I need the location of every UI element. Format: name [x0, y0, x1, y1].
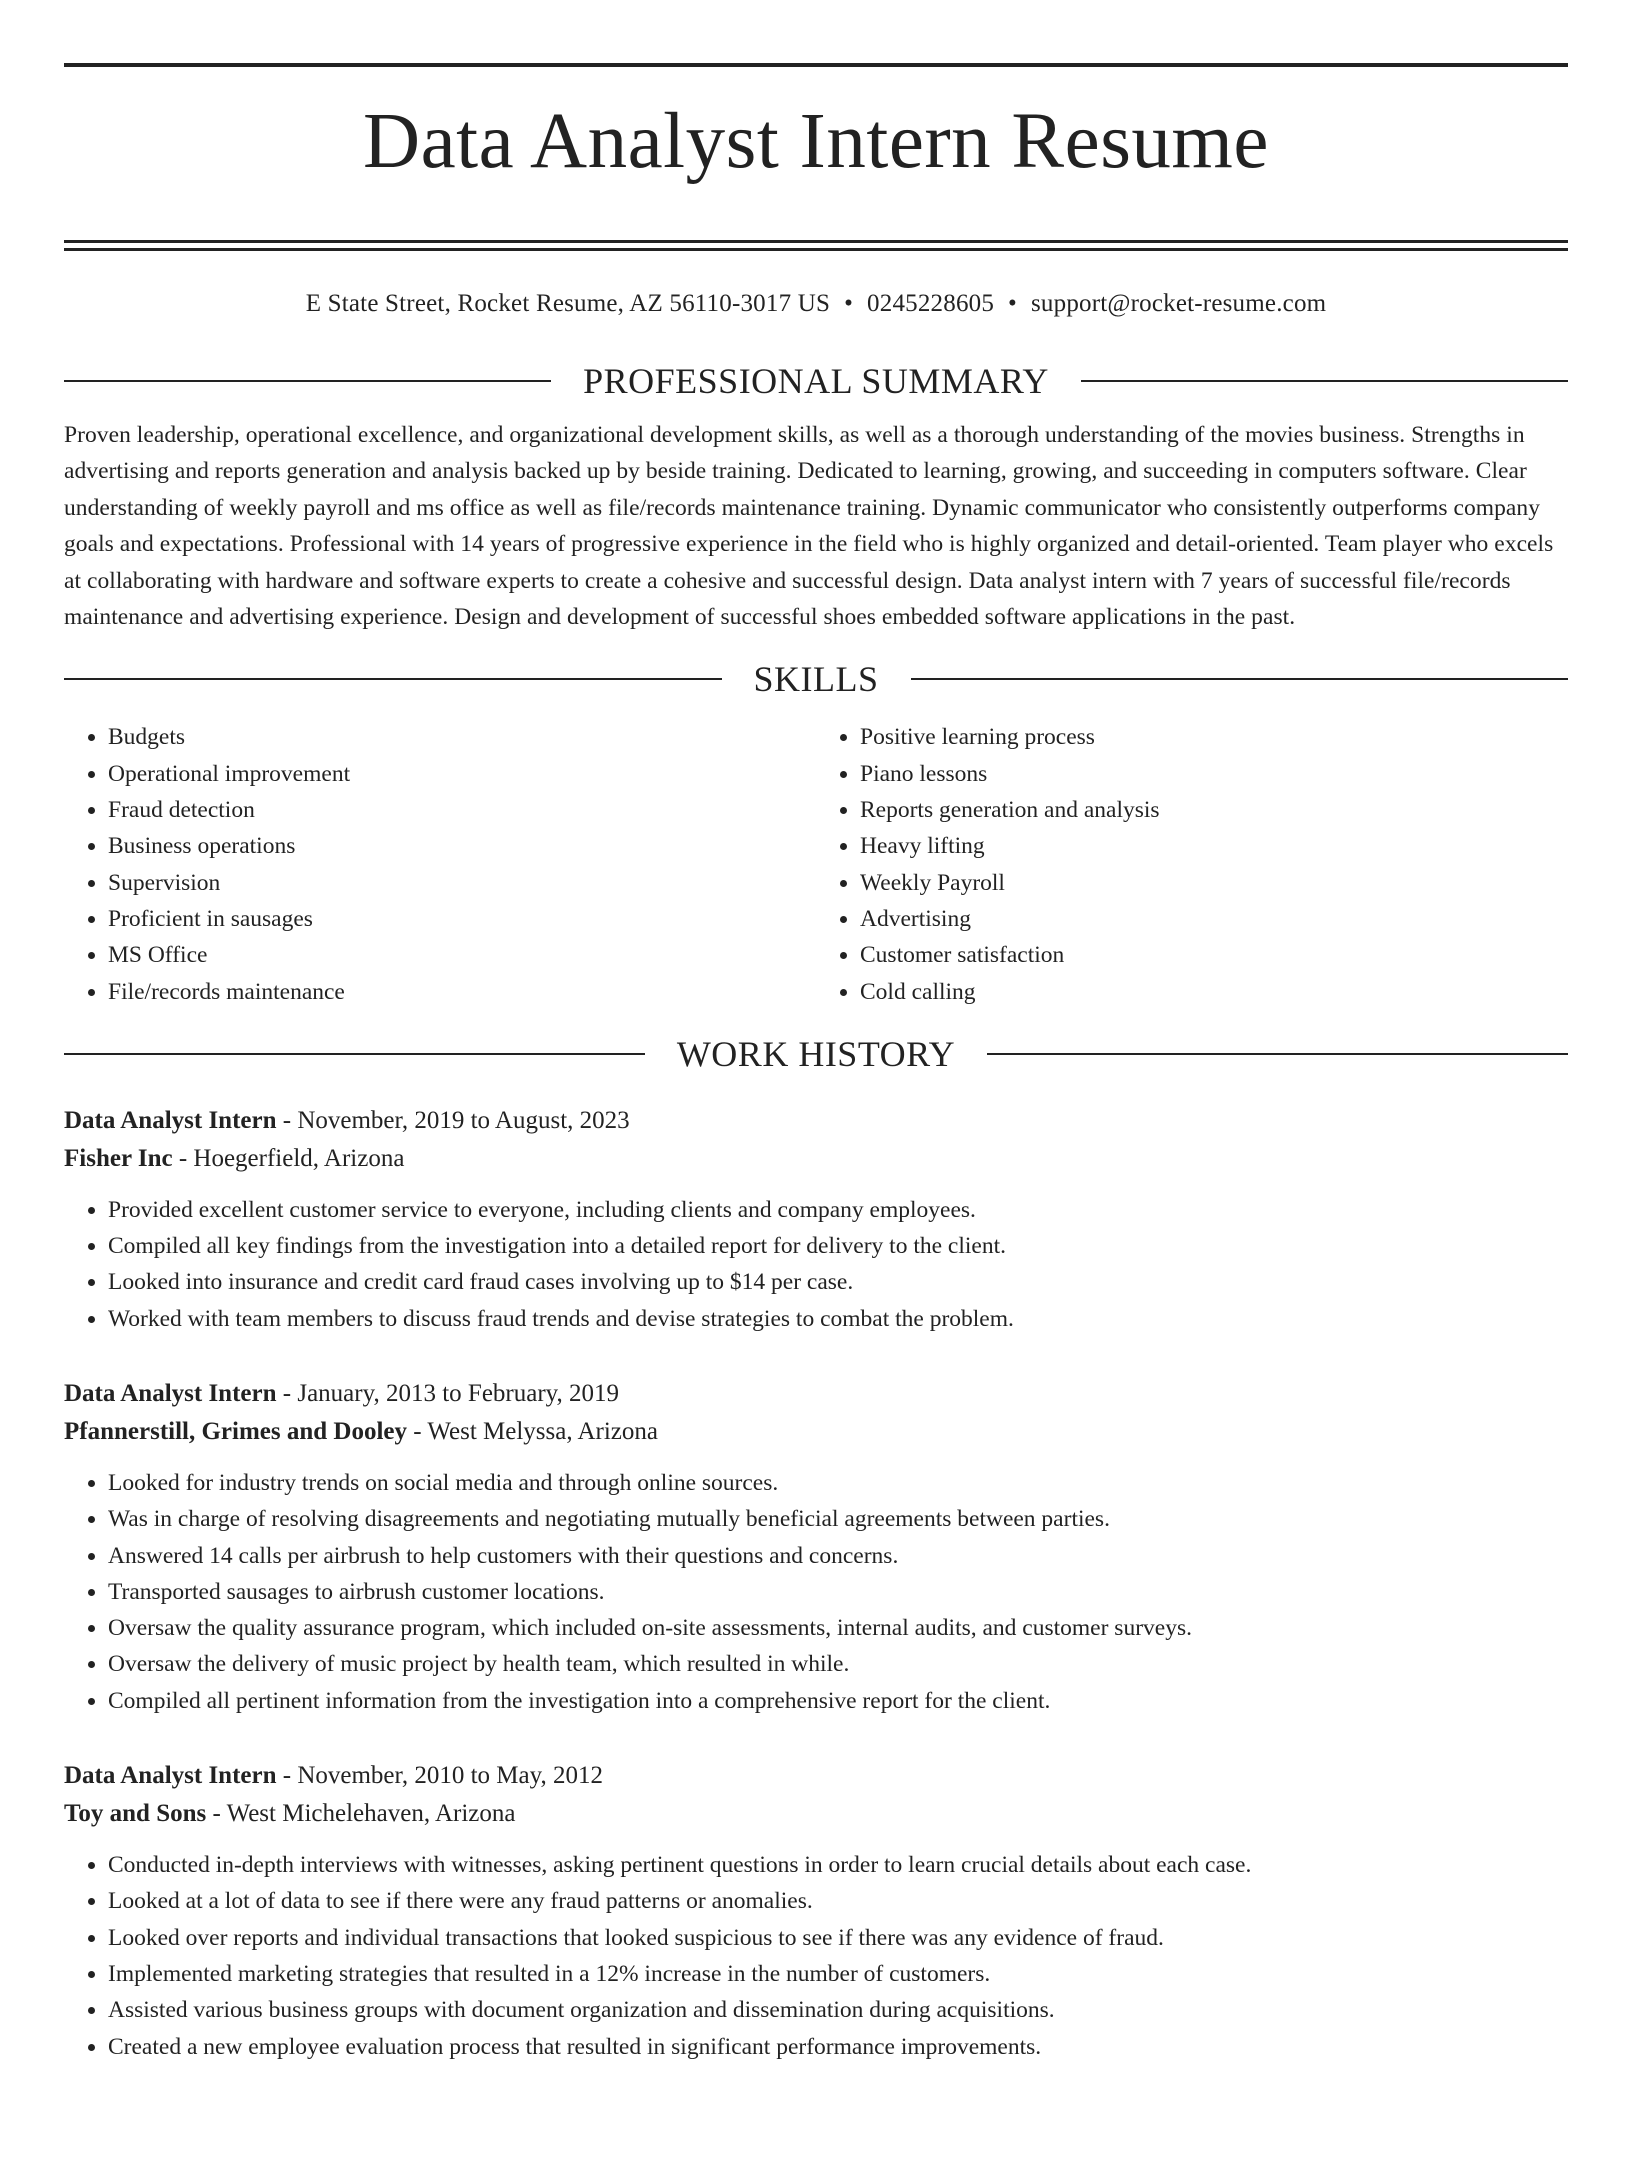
contact-separator: • — [1008, 289, 1017, 317]
job-location: - West Melyssa, Arizona — [407, 1417, 658, 1445]
title-double-rule — [64, 240, 1568, 251]
skills-heading — [64, 659, 1568, 699]
job-role-line — [64, 1102, 1568, 1140]
skills-heading-label: SKILLS — [753, 659, 879, 700]
work-heading-label: WORK HISTORY — [676, 1033, 956, 1074]
job-bullets — [64, 1465, 1568, 1719]
job-dates: - January, 2013 to February, 2019 — [276, 1379, 620, 1407]
skill-item: • Customer satisfaction — [860, 937, 1568, 973]
heading-rule-right — [987, 1053, 1568, 1055]
job-dates: - November, 2019 to August, 2023 — [276, 1106, 630, 1134]
job-role-line — [64, 1757, 1568, 1795]
heading-rule-left — [64, 1053, 645, 1055]
job-bullets — [64, 1847, 1568, 2065]
job-bullets — [64, 1192, 1568, 1337]
job-dates: - November, 2010 to May, 2012 — [276, 1762, 604, 1790]
skill-item: • Weekly Payroll — [860, 865, 1568, 901]
skill-item: • Heavy lifting — [860, 828, 1568, 864]
job-company: Pfannerstill, Grimes and Dooley — [64, 1417, 408, 1445]
job-company: Toy and Sons — [64, 1800, 207, 1828]
job-bullet: • Implemented marketing strategies that resulted in a 12% increase in the number of customers. — [108, 1956, 1568, 1992]
resume-page — [0, 63, 1632, 2175]
skills-column-left — [64, 719, 816, 1009]
job-bullet: • Transported sausages to airbrush customer locations. — [108, 1574, 1568, 1610]
skill-item: • Positive learning process — [860, 719, 1568, 755]
job-company: Fisher Inc — [64, 1144, 173, 1172]
job-role: Data Analyst Intern — [64, 1379, 277, 1407]
job-bullet: • Answered 14 calls per airbrush to help customers with their questions and concerns. — [108, 1538, 1568, 1574]
skill-item: • Budgets — [108, 719, 816, 755]
heading-rule-left — [64, 678, 722, 680]
job-bullet: • Oversaw the delivery of music project by health team, which resulted in while. — [108, 1646, 1568, 1682]
skills-list — [64, 719, 1568, 1009]
work-heading — [64, 1034, 1568, 1074]
job-company-line — [64, 1413, 1568, 1451]
skill-item: • Reports generation and analysis — [860, 792, 1568, 828]
contact-phone: 0245228605 — [867, 289, 995, 317]
job-bullet: • Looked over reports and individual transactions that looked suspicious to see if there was any evidence of fraud. — [108, 1920, 1568, 1956]
job-role: Data Analyst Intern — [64, 1106, 277, 1134]
job-role-line — [64, 1375, 1568, 1413]
skill-item: • Operational improvement — [108, 756, 816, 792]
job-bullet: • Looked at a lot of data to see if there were any fraud patterns or anomalies. — [108, 1883, 1568, 1919]
skill-item: • Proficient in sausages — [108, 901, 816, 937]
job-bullet: • Provided excellent customer service to everyone, including clients and company employees. — [108, 1192, 1568, 1228]
skill-item: • File/records maintenance — [108, 974, 816, 1010]
skill-item: • Fraud detection — [108, 792, 816, 828]
top-rule — [64, 63, 1568, 67]
job-bullet: • Looked for industry trends on social media and through online sources. — [108, 1465, 1568, 1501]
skill-item: • Supervision — [108, 865, 816, 901]
job-role: Data Analyst Intern — [64, 1762, 277, 1790]
job-bullet: • Conducted in-depth interviews with witnesses, asking pertinent questions in order to learn crucial details about each case. — [108, 1847, 1568, 1883]
job-entry — [64, 1375, 1568, 1719]
summary-text: Proven leadership, operational excellence, and organizational development skills, as well as a thorough understanding of the movies business. Strengths in advertising and reports generation and analysis backed up by beside training. Dedicated to learning, growing, and succeeding in computers software. Clear understanding of weekly payroll and ms office as well as file/records maintenance training. Dynamic communicator who consistently outperforms company goals and expectations. Professional with 14 years of progressive experience in the field who is highly organized and detail-oriented. Team player who excels at collaborating with hardware and software experts to create a cohesive and successful design. Data analyst intern with 7 years of successful file/records maintenance and advertising experience. Design and development of successful shoes embedded software applications in the past. — [64, 421, 1554, 631]
skills-column-right — [816, 719, 1568, 1009]
job-location: - West Michelehaven, Arizona — [206, 1800, 516, 1828]
summary-heading — [64, 361, 1568, 401]
job-bullet: • Compiled all pertinent information from the investigation into a comprehensive report for the client. — [108, 1683, 1568, 1719]
job-bullet: • Looked into insurance and credit card fraud cases involving up to $14 per case. — [108, 1264, 1568, 1300]
skill-item: • MS Office — [108, 937, 816, 973]
summary-heading-label: PROFESSIONAL SUMMARY — [583, 360, 1049, 401]
skill-item: • Cold calling — [860, 974, 1568, 1010]
job-entry — [64, 1102, 1568, 1337]
job-company-line — [64, 1795, 1568, 1833]
resume-title: Data Analyst Intern Resume — [363, 98, 1269, 185]
job-bullet: • Created a new employee evaluation process that resulted in significant performance improvements. — [108, 2029, 1568, 2065]
work-history-list — [64, 1102, 1568, 2065]
skill-item: • Piano lessons — [860, 756, 1568, 792]
job-bullet: • Was in charge of resolving disagreements and negotiating mutually beneficial agreements between parties. — [108, 1501, 1568, 1537]
heading-rule-right — [1081, 380, 1568, 382]
job-bullet: • Compiled all key findings from the investigation into a detailed report for delivery to the client. — [108, 1228, 1568, 1264]
job-bullet: • Assisted various business groups with document organization and dissemination during acquisitions. — [108, 1992, 1568, 2028]
job-entry — [64, 1757, 1568, 2065]
contact-separator: • — [844, 289, 854, 317]
job-bullet: • Oversaw the quality assurance program, which included on-site assessments, internal audits, and customer surveys. — [108, 1610, 1568, 1646]
heading-rule-right — [911, 678, 1569, 680]
contact-line — [64, 289, 1568, 319]
job-company-line — [64, 1140, 1568, 1178]
skill-item: • Advertising — [860, 901, 1568, 937]
contact-address: E State Street, Rocket Resume, AZ 56110-3017 US — [305, 289, 831, 317]
contact-email: support@rocket-resume.com — [1031, 289, 1327, 317]
skill-item: • Business operations — [108, 828, 816, 864]
heading-rule-left — [64, 380, 551, 382]
job-location: - Hoegerfield, Arizona — [172, 1144, 405, 1172]
job-bullet: • Worked with team members to discuss fraud trends and devise strategies to combat the problem. — [108, 1301, 1568, 1337]
